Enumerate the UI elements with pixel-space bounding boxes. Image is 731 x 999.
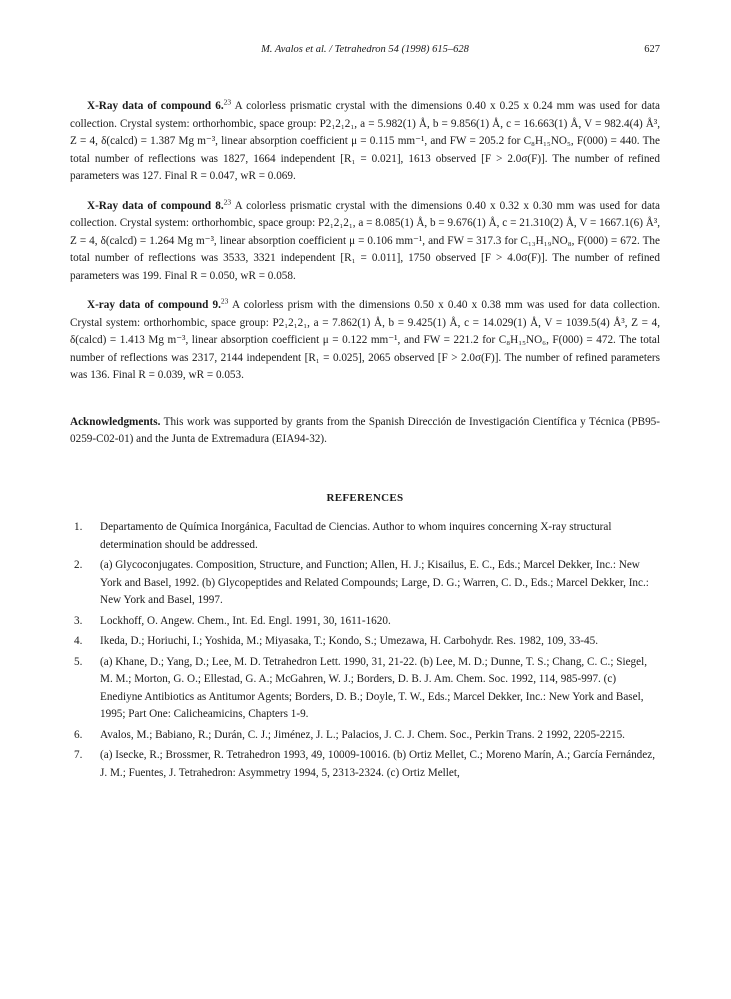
reference-number: 2. [74,559,83,571]
reference-text: Departamento de Química Inorgánica, Facultad de Ciencias. Author to whom inquires concerning X-ray structural determination should be addressed. [100,521,612,551]
reference-item [70,654,660,724]
citation-superscript: 23 [223,196,232,206]
reference-number: 3. [74,614,83,627]
reference-item [70,519,660,554]
reference-text: (a) Glycoconjugates. Composition, Structure, and Function; Allen, H. J.; Kisailus, E. C., Eds.; Marcel Dekker, Inc.: New York and Basel, 1992. (b) Glycopeptides and Related Compounds; Large, D. G.; Warren, C. D., Eds.; Marcel Dekker, Inc.: New York and Basel, 1997. [100,559,649,606]
references-heading: REFERENCES [326,491,404,504]
reference-number: 5. [74,655,83,668]
reference-item [70,613,660,631]
reference-item [70,557,660,610]
xray-compound-9-text: A colorless prism with the dimensions 0.50 x 0.40 x 0.38 mm was used for data collection. Crystal system: orthorhombic, space group: P2₁2₁2₁, a = 7.862(1) Å, b = 9.425(1) Å, c = 14.029(1) Å, V = 1039.5(4) Å³, Z = 4, δ(calcd) = 1.413 Mg m⁻³, linear absorption coefficient μ = 0.122 mm⁻¹, and FW = 221.2 for C₈H₁₅NO₆, F(000) = 472. The total number of reflections was 2317, 2144 independent [R₁ = 0.025], 2065 observed [F > 2.0σ(F)]. The number of refined parameters was 136. Final R = 0.039, wR = 0.053. [70,299,660,381]
reference-text: (a) Khane, D.; Yang, D.; Lee, M. D. Tetrahedron Lett. 1990, 31, 21-22. (b) Lee, M. D.; Dunne, T. S.; Chang, C. C.; Siegel, M. M.; Morton, G. O.; Ellestad, G. A.; McGahren, W. J.; Borders, D. B. J. Am. Chem. Soc. 1992, 114, 985-997. (c) Enediyne Antibiotics as Antitumor Agents; Borders, D. B.; Doyle, T. W., Eds.; Marcel Dekker, Inc.: New York and Basel, 1995; Part One: Calicheamicins, Chapters 1-9. [100,655,648,720]
running-head-title: M. Avalos et al. / Tetrahedron 54 (1998) 615–628 [261,44,469,55]
reference-text: Lockhoff, O. Angew. Chem., Int. Ed. Engl. 1991, 30, 1611-1620. [100,614,391,627]
reference-number: 6. [74,728,83,741]
xray-compound-8-heading: X-Ray data of compound 8 [87,199,221,212]
citation-superscript: 23 [223,97,232,107]
reference-number: 1. [74,521,83,533]
references-list [70,519,660,782]
reference-item [70,633,660,651]
xray-compound-9-paragraph: X-ray data of compound 9.23 A colorless prism with the dimensions 0.50 x 0.40 x 0.38 mm was used for data collection. Crystal system: orthorhombic, space group: P2₁2₁2₁, a = 7.862(1) Å, b = 9.425(1) Å, c = 14.029(1) Å, V = 1039.5(4) Å³, Z = 4, δ(calcd) = 1.413 Mg m⁻³, linear absorption coefficient μ = 0.122 mm⁻¹, and FW = 221.2 for C₈H₁₅NO₆, F(000) = 472. The total number of reflections was 2317, 2144 independent [R₁ = 0.025], 2065 observed [F > 2.0σ(F)]. The number of refined parameters was 136. Final R = 0.039, wR = 0.053. [70,296,660,381]
xray-compound-8-text: A colorless prismatic crystal with the dimensions 0.40 x 0.32 x 0.30 mm was used for data collection. Crystal system: orthorhombic, space group: P2₁2₁2₁, a = 8.085(1) Å, b = 9.676(1) Å, c = 21.310(2) Å, V = 1667.1(6) Å³, Z = 4, δ(calcd) = 1.264 Mg m⁻³, linear absorption coefficient μ = 0.106 mm⁻¹, and FW = 317.3 for C₁₃H₁₉NO₈, F(000) = 672. The total number of reflections was 3533, 3321 independent [R₁ = 0.011], 1750 observed [F > 4.0σ(F)]. The number of refined parameters was 199. Final R = 0.050, wR = 0.058. [70,199,660,282]
reference-number: 7. [74,749,83,761]
xray-compound-6-paragraph: X-Ray data of compound 6.23 A colorless prismatic crystal with the dimensions 0.40 x 0.25 x 0.24 mm was used for data collection. Crystal system: orthorhombic, space group: P2₁2₁2₁, a = 5.982(1) Å, b = 9.856(1) Å, c = 16.663(1) Å, V = 982.4(4) Å³, Z = 4, δ(calcd) = 1.387 Mg m⁻³, linear absorption coefficient μ = 0.115 mm⁻¹, and FW = 205.2 for C₈H₁₅NO₅, F(000) = 440. The total number of reflections was 1827, 1664 independent [R₁ = 0.021], 1613 observed [F > 2.0σ(F)]. The number of refined parameters was 127. Final R = 0.047, wR = 0.069. [70,97,660,182]
reference-text: Ikeda, D.; Horiuchi, I.; Yoshida, M.; Miyasaka, T.; Kondo, S.; Umezawa, H. Carbohydr. Res. 1982, 109, 33-45. [100,635,598,647]
xray-compound-8-paragraph: X-Ray data of compound 8.23 A colorless prismatic crystal with the dimensions 0.40 x 0.32 x 0.30 mm was used for data collection. Crystal system: orthorhombic, space group: P2₁2₁2₁, a = 8.085(1) Å, b = 9.676(1) Å, c = 21.310(2) Å, V = 1667.1(6) Å³, Z = 4, δ(calcd) = 1.264 Mg m⁻³, linear absorption coefficient μ = 0.106 mm⁻¹, and FW = 317.3 for C₁₃H₁₉NO₈, F(000) = 672. The total number of reflections was 3533, 3321 independent [R₁ = 0.011], 1750 observed [F > 4.0σ(F)]. The number of refined parameters was 199. Final R = 0.050, wR = 0.058. [70,196,660,282]
xray-compound-6-heading: X-Ray data of compound 6 [87,100,221,112]
acknowledgments-heading: Acknowledgments. [70,415,161,428]
acknowledgments-text: This work was supported by grants from the Spanish Dirección de Investigación Científica y Técnica (PB95-0259-C02-01) and the Junta de Extremadura (EIA94-32). [70,415,660,445]
reference-item [70,747,660,782]
xray-compound-6-text: A colorless prismatic crystal with the dimensions 0.40 x 0.25 x 0.24 mm was used for data collection. Crystal system: orthorhombic, space group: P2₁2₁2₁, a = 5.982(1) Å, b = 9.856(1) Å, c = 16.663(1) Å, V = 982.4(4) Å³, Z = 4, δ(calcd) = 1.387 Mg m⁻³, linear absorption coefficient μ = 0.115 mm⁻¹, and FW = 205.2 for C₈H₁₅NO₅, F(000) = 440. The total number of reflections was 1827, 1664 independent [R₁ = 0.021], 1613 observed [F > 2.0σ(F)]. The number of refined parameters was 127. Final R = 0.047, wR = 0.069. [70,100,660,182]
reference-number: 4. [74,635,83,647]
reference-text: (a) Isecke, R.; Brossmer, R. Tetrahedron 1993, 49, 10009-10016. (b) Ortiz Mellet, C.; Moreno Marín, A.; García Fernández, J. M.; Fuentes, J. Tetrahedron: Asymmetry 1994, 5, 2313-2324. (c) Ortiz Mellet, [100,749,656,779]
acknowledgments-paragraph [70,414,660,449]
page-number: 627 [644,44,660,55]
reference-item [70,727,660,745]
citation-superscript: 23 [220,296,229,306]
reference-text: Avalos, M.; Babiano, R.; Durán, C. J.; Jiménez, J. L.; Palacios, J. C. J. Chem. Soc., Perkin Trans. 2 1992, 2205-2215. [100,728,625,741]
xray-compound-9-heading: X-ray data of compound 9 [87,299,219,311]
article-body [70,98,660,785]
